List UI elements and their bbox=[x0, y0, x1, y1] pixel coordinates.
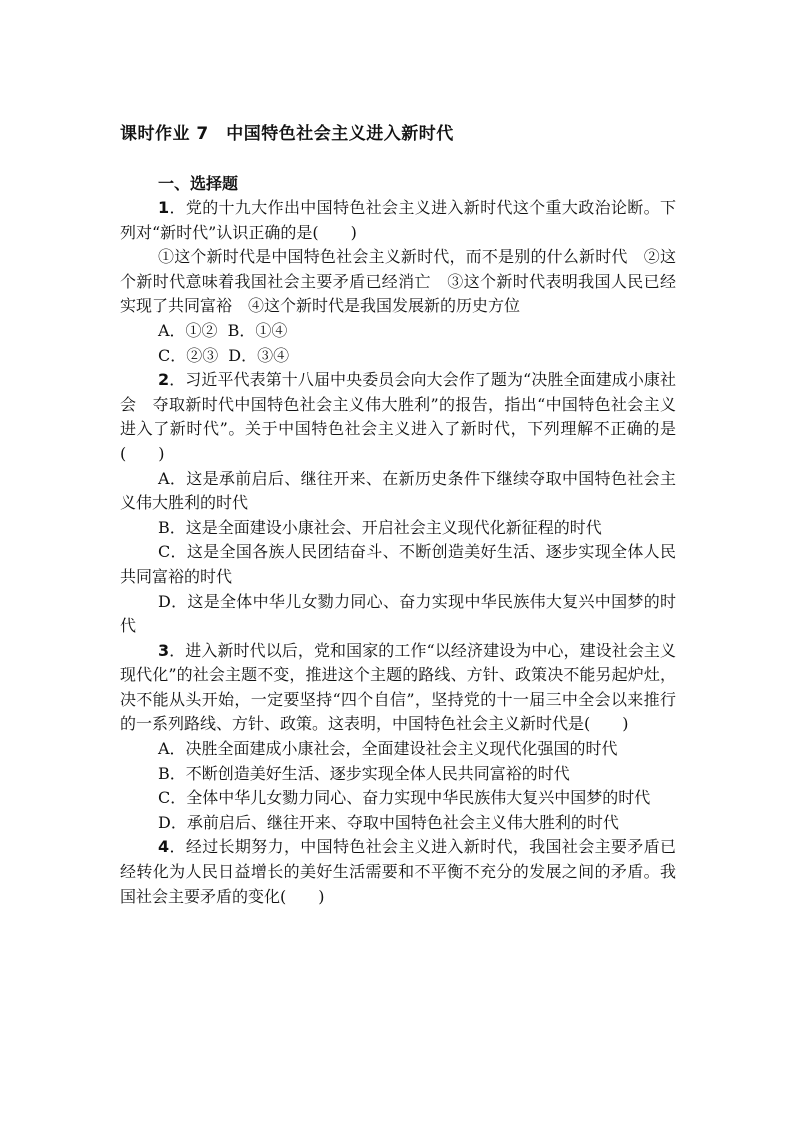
question-3-option-b: B．不断创造美好生活、逐步实现全体人民共同富裕的时代 bbox=[158, 763, 570, 783]
question-1-options-row-2 bbox=[120, 344, 676, 369]
page-title: 课时作业 7 中国特色社会主义进入新时代 bbox=[120, 124, 454, 144]
question-3-option-d: D．承前启后、继往开来、夺取中国特色社会主义伟大胜利的时代 bbox=[158, 812, 619, 832]
question-3-option-a: A．决胜全面建成小康社会，全面建设社会主义现代化强国的时代 bbox=[158, 739, 618, 759]
question-2-text: ．习近平代表第十八届中央委员会向大会作了题为“决胜全面建成小康社会 夺取新时代中国特色社会主义伟大胜利”的报告，指出“中国特色社会主义进入了新时代”。关于中国特色社会主义进入了新时代，下列理解不正确的是( ) bbox=[120, 370, 676, 463]
question-4-text: ．经过长期努力，中国特色社会主义进入新时代，我国社会主要矛盾已经转化为人民日益增长的美好生活需要和不平衡不充分的发展之间的矛盾。我国社会主要矛盾的变化( ) bbox=[120, 837, 676, 906]
document-page bbox=[120, 122, 676, 909]
question-1-statements: ①这个新时代是中国特色社会主义新时代，而不是别的什么新时代 ②这个新时代意味着我国社会主要矛盾已经消亡 ③这个新时代表明我国人民已经实现了共同富裕 ④这个新时代是我国发展新的历史方位 bbox=[120, 247, 676, 316]
question-3-option-c: C．全体中华儿女勠力同心、奋力实现中华民族伟大复兴中国梦的时代 bbox=[158, 788, 651, 808]
question-1-option-a: A．①② bbox=[158, 320, 218, 340]
question-4-number: 4 bbox=[158, 837, 170, 857]
question-3-text: ．进入新时代以后，党和国家的工作“以经济建设为中心，建设社会主义现代化”的社会主题不变，推进这个主题的路线、方针、政策决不能另起炉灶，决不能从头开始，一定要坚持“四个自信”，坚持党的十一届三中全会以来推行的一系列路线、方针、政策。这表明，中国特色社会主义新时代是( ) bbox=[120, 640, 676, 734]
question-1-text: ．党的十九大作出中国特色社会主义进入新时代这个重大政治论断。下列对“新时代”认识正确的是( ) bbox=[120, 198, 676, 242]
question-2-option-d: D．这是全体中华儿女勠力同心、奋力实现中华民族伟大复兴中国梦的时代 bbox=[120, 591, 676, 636]
question-1-option-c: C．②③ bbox=[158, 345, 219, 365]
question-1 bbox=[120, 196, 676, 368]
section-heading: 一、选择题 bbox=[158, 174, 239, 193]
question-1-option-d: D．③④ bbox=[228, 345, 290, 365]
question-1-option-b: B．①④ bbox=[227, 320, 288, 340]
question-2-option-c: C．这是全国各族人民团结奋斗、不断创造美好生活、逐步实现全体人民共同富裕的时代 bbox=[120, 542, 676, 586]
question-2-option-a: A．这是承前启后、继往开来、在新历史条件下继续夺取中国特色社会主义伟大胜利的时代 bbox=[120, 468, 676, 513]
question-3 bbox=[120, 639, 676, 836]
question-3-number: 3 bbox=[158, 640, 170, 660]
question-1-stem bbox=[120, 196, 676, 245]
question-1-number: 1 bbox=[158, 198, 170, 217]
question-2-option-b: B．这是全面建设小康社会、开启社会主义现代化新征程的时代 bbox=[158, 517, 602, 537]
question-2 bbox=[120, 368, 676, 639]
question-4 bbox=[120, 835, 676, 909]
question-2-stem bbox=[120, 368, 676, 466]
question-1-options-row-1 bbox=[120, 319, 676, 344]
question-3-stem bbox=[120, 639, 676, 737]
question-4-stem bbox=[120, 835, 676, 909]
question-2-number: 2 bbox=[158, 370, 170, 390]
